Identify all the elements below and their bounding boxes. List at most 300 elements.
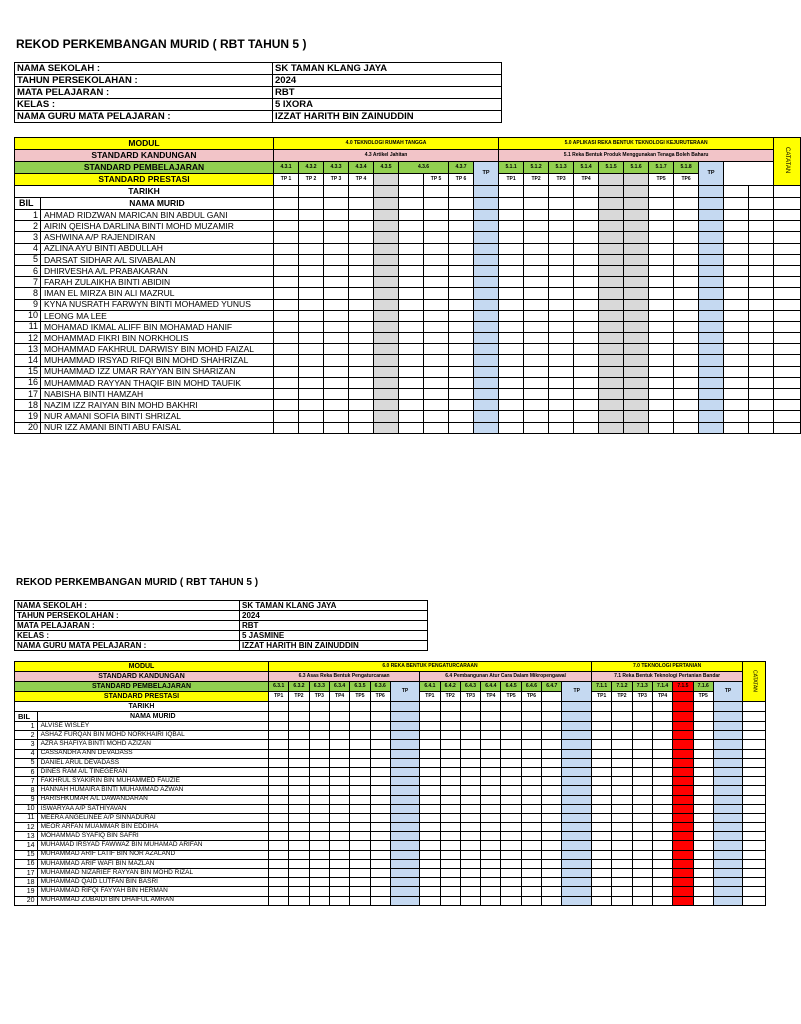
- score-cell[interactable]: [481, 813, 501, 822]
- grid-cell[interactable]: [649, 198, 674, 210]
- score-cell[interactable]: [440, 813, 460, 822]
- score-cell[interactable]: [274, 400, 299, 411]
- score-cell[interactable]: [329, 804, 349, 813]
- score-cell[interactable]: [624, 310, 649, 321]
- score-cell[interactable]: [390, 878, 419, 887]
- score-cell[interactable]: [673, 813, 693, 822]
- score-cell[interactable]: [329, 878, 349, 887]
- score-cell[interactable]: [324, 232, 349, 243]
- score-cell[interactable]: [299, 400, 324, 411]
- score-cell[interactable]: [693, 758, 713, 767]
- score-cell[interactable]: [449, 355, 474, 366]
- score-cell[interactable]: [440, 878, 460, 887]
- tarikh-cell[interactable]: [612, 702, 632, 712]
- score-cell[interactable]: [420, 722, 440, 731]
- score-cell[interactable]: [549, 411, 574, 422]
- score-cell[interactable]: [521, 767, 541, 776]
- score-cell[interactable]: [449, 254, 474, 265]
- score-cell[interactable]: [649, 232, 674, 243]
- score-cell[interactable]: [549, 232, 574, 243]
- score-cell[interactable]: [612, 777, 632, 786]
- score-cell[interactable]: [713, 758, 742, 767]
- score-cell[interactable]: [713, 841, 742, 850]
- score-cell[interactable]: [542, 887, 562, 896]
- score-cell[interactable]: [652, 731, 672, 740]
- score-cell[interactable]: [349, 377, 374, 388]
- grid-cell[interactable]: [349, 198, 374, 210]
- score-cell[interactable]: [743, 795, 766, 804]
- score-cell[interactable]: [481, 722, 501, 731]
- tarikh-cell[interactable]: [774, 186, 801, 198]
- score-cell[interactable]: [749, 277, 774, 288]
- score-cell[interactable]: [460, 859, 480, 868]
- score-cell[interactable]: [649, 333, 674, 344]
- score-cell[interactable]: [274, 389, 299, 400]
- score-cell[interactable]: [399, 321, 424, 332]
- grid-cell[interactable]: [652, 712, 672, 722]
- score-cell[interactable]: [592, 841, 612, 850]
- tarikh-cell[interactable]: [632, 702, 652, 712]
- score-cell[interactable]: [724, 411, 749, 422]
- score-cell[interactable]: [749, 288, 774, 299]
- score-cell[interactable]: [693, 859, 713, 868]
- score-cell[interactable]: [524, 389, 549, 400]
- score-cell[interactable]: [542, 731, 562, 740]
- score-cell[interactable]: [592, 832, 612, 841]
- score-cell[interactable]: [390, 823, 419, 832]
- grid-cell[interactable]: [274, 198, 299, 210]
- score-cell[interactable]: [743, 896, 766, 905]
- score-cell[interactable]: [674, 265, 699, 276]
- score-cell[interactable]: [370, 731, 390, 740]
- score-cell[interactable]: [269, 749, 289, 758]
- score-cell[interactable]: [350, 878, 370, 887]
- score-cell[interactable]: [749, 299, 774, 310]
- score-cell[interactable]: [481, 767, 501, 776]
- score-cell[interactable]: [474, 265, 499, 276]
- score-cell[interactable]: [624, 321, 649, 332]
- tarikh-cell[interactable]: [713, 702, 742, 712]
- score-cell[interactable]: [612, 758, 632, 767]
- score-cell[interactable]: [460, 767, 480, 776]
- catatan-cell[interactable]: [774, 254, 801, 265]
- score-cell[interactable]: [592, 887, 612, 896]
- score-cell[interactable]: [299, 411, 324, 422]
- score-cell[interactable]: [474, 210, 499, 221]
- score-cell[interactable]: [370, 786, 390, 795]
- score-cell[interactable]: [549, 210, 574, 221]
- score-cell[interactable]: [274, 366, 299, 377]
- tarikh-cell[interactable]: [499, 186, 524, 198]
- score-cell[interactable]: [274, 422, 299, 433]
- score-cell[interactable]: [374, 243, 399, 254]
- score-cell[interactable]: [299, 366, 324, 377]
- score-cell[interactable]: [399, 377, 424, 388]
- score-cell[interactable]: [350, 850, 370, 859]
- score-cell[interactable]: [632, 841, 652, 850]
- score-cell[interactable]: [599, 411, 624, 422]
- score-cell[interactable]: [652, 767, 672, 776]
- score-cell[interactable]: [693, 841, 713, 850]
- catatan-cell[interactable]: [774, 288, 801, 299]
- grid-cell[interactable]: [524, 198, 549, 210]
- score-cell[interactable]: [399, 366, 424, 377]
- score-cell[interactable]: [699, 265, 724, 276]
- score-cell[interactable]: [724, 366, 749, 377]
- score-cell[interactable]: [599, 355, 624, 366]
- score-cell[interactable]: [612, 795, 632, 804]
- score-cell[interactable]: [299, 355, 324, 366]
- score-cell[interactable]: [749, 221, 774, 232]
- score-cell[interactable]: [440, 869, 460, 878]
- score-cell[interactable]: [599, 277, 624, 288]
- score-cell[interactable]: [524, 277, 549, 288]
- score-cell[interactable]: [562, 722, 592, 731]
- score-cell[interactable]: [390, 758, 419, 767]
- score-cell[interactable]: [632, 832, 652, 841]
- score-cell[interactable]: [370, 813, 390, 822]
- score-cell[interactable]: [632, 731, 652, 740]
- score-cell[interactable]: [542, 859, 562, 868]
- score-cell[interactable]: [713, 878, 742, 887]
- score-cell[interactable]: [632, 740, 652, 749]
- tarikh-cell[interactable]: [349, 186, 374, 198]
- score-cell[interactable]: [420, 777, 440, 786]
- score-cell[interactable]: [713, 731, 742, 740]
- score-cell[interactable]: [349, 355, 374, 366]
- score-cell[interactable]: [349, 232, 374, 243]
- grid-cell[interactable]: [299, 198, 324, 210]
- score-cell[interactable]: [542, 850, 562, 859]
- score-cell[interactable]: [501, 804, 521, 813]
- score-cell[interactable]: [440, 758, 460, 767]
- score-cell[interactable]: [743, 813, 766, 822]
- score-cell[interactable]: [370, 832, 390, 841]
- score-cell[interactable]: [693, 786, 713, 795]
- score-cell[interactable]: [652, 813, 672, 822]
- score-cell[interactable]: [542, 795, 562, 804]
- score-cell[interactable]: [309, 859, 329, 868]
- score-cell[interactable]: [549, 265, 574, 276]
- score-cell[interactable]: [269, 896, 289, 905]
- tarikh-cell[interactable]: [269, 702, 289, 712]
- score-cell[interactable]: [749, 422, 774, 433]
- score-cell[interactable]: [574, 288, 599, 299]
- score-cell[interactable]: [449, 265, 474, 276]
- score-cell[interactable]: [299, 243, 324, 254]
- score-cell[interactable]: [693, 749, 713, 758]
- score-cell[interactable]: [652, 869, 672, 878]
- score-cell[interactable]: [652, 896, 672, 905]
- score-cell[interactable]: [674, 344, 699, 355]
- score-cell[interactable]: [420, 786, 440, 795]
- score-cell[interactable]: [612, 859, 632, 868]
- score-cell[interactable]: [521, 813, 541, 822]
- score-cell[interactable]: [673, 869, 693, 878]
- score-cell[interactable]: [562, 777, 592, 786]
- grid-cell[interactable]: [521, 712, 541, 722]
- score-cell[interactable]: [743, 749, 766, 758]
- score-cell[interactable]: [632, 758, 652, 767]
- score-cell[interactable]: [743, 758, 766, 767]
- tarikh-cell[interactable]: [289, 702, 309, 712]
- score-cell[interactable]: [649, 366, 674, 377]
- grid-cell[interactable]: [562, 712, 592, 722]
- catatan-cell[interactable]: [774, 422, 801, 433]
- grid-cell[interactable]: [309, 712, 329, 722]
- score-cell[interactable]: [562, 850, 592, 859]
- score-cell[interactable]: [481, 850, 501, 859]
- score-cell[interactable]: [349, 254, 374, 265]
- score-cell[interactable]: [440, 749, 460, 758]
- score-cell[interactable]: [274, 377, 299, 388]
- score-cell[interactable]: [370, 878, 390, 887]
- score-cell[interactable]: [474, 321, 499, 332]
- score-cell[interactable]: [474, 299, 499, 310]
- score-cell[interactable]: [501, 859, 521, 868]
- score-cell[interactable]: [574, 210, 599, 221]
- score-cell[interactable]: [440, 823, 460, 832]
- score-cell[interactable]: [521, 887, 541, 896]
- score-cell[interactable]: [693, 722, 713, 731]
- tarikh-cell[interactable]: [549, 186, 574, 198]
- score-cell[interactable]: [309, 749, 329, 758]
- score-cell[interactable]: [649, 377, 674, 388]
- tarikh-cell[interactable]: [350, 702, 370, 712]
- score-cell[interactable]: [324, 321, 349, 332]
- score-cell[interactable]: [350, 767, 370, 776]
- score-cell[interactable]: [673, 740, 693, 749]
- score-cell[interactable]: [309, 878, 329, 887]
- score-cell[interactable]: [501, 878, 521, 887]
- score-cell[interactable]: [390, 804, 419, 813]
- score-cell[interactable]: [440, 896, 460, 905]
- score-cell[interactable]: [420, 758, 440, 767]
- score-cell[interactable]: [474, 333, 499, 344]
- score-cell[interactable]: [652, 887, 672, 896]
- score-cell[interactable]: [424, 254, 449, 265]
- score-cell[interactable]: [440, 740, 460, 749]
- score-cell[interactable]: [724, 344, 749, 355]
- score-cell[interactable]: [329, 777, 349, 786]
- score-cell[interactable]: [713, 859, 742, 868]
- score-cell[interactable]: [713, 804, 742, 813]
- score-cell[interactable]: [374, 377, 399, 388]
- score-cell[interactable]: [549, 254, 574, 265]
- grid-cell[interactable]: [574, 198, 599, 210]
- score-cell[interactable]: [542, 758, 562, 767]
- tarikh-cell[interactable]: [299, 186, 324, 198]
- score-cell[interactable]: [649, 321, 674, 332]
- score-cell[interactable]: [309, 786, 329, 795]
- score-cell[interactable]: [420, 749, 440, 758]
- score-cell[interactable]: [329, 896, 349, 905]
- score-cell[interactable]: [673, 749, 693, 758]
- tarikh-cell[interactable]: [724, 186, 749, 198]
- score-cell[interactable]: [562, 758, 592, 767]
- score-cell[interactable]: [524, 366, 549, 377]
- score-cell[interactable]: [269, 786, 289, 795]
- score-cell[interactable]: [370, 804, 390, 813]
- score-cell[interactable]: [460, 722, 480, 731]
- score-cell[interactable]: [624, 411, 649, 422]
- score-cell[interactable]: [592, 859, 612, 868]
- score-cell[interactable]: [599, 265, 624, 276]
- score-cell[interactable]: [599, 333, 624, 344]
- score-cell[interactable]: [562, 869, 592, 878]
- score-cell[interactable]: [592, 795, 612, 804]
- score-cell[interactable]: [424, 299, 449, 310]
- score-cell[interactable]: [374, 355, 399, 366]
- score-cell[interactable]: [749, 210, 774, 221]
- tarikh-cell[interactable]: [374, 186, 399, 198]
- score-cell[interactable]: [399, 389, 424, 400]
- score-cell[interactable]: [524, 265, 549, 276]
- score-cell[interactable]: [521, 841, 541, 850]
- score-cell[interactable]: [743, 859, 766, 868]
- score-cell[interactable]: [370, 869, 390, 878]
- score-cell[interactable]: [481, 795, 501, 804]
- score-cell[interactable]: [549, 422, 574, 433]
- score-cell[interactable]: [299, 210, 324, 221]
- score-cell[interactable]: [724, 232, 749, 243]
- score-cell[interactable]: [724, 377, 749, 388]
- score-cell[interactable]: [269, 777, 289, 786]
- score-cell[interactable]: [424, 210, 449, 221]
- score-cell[interactable]: [350, 740, 370, 749]
- score-cell[interactable]: [713, 749, 742, 758]
- score-cell[interactable]: [521, 859, 541, 868]
- score-cell[interactable]: [274, 288, 299, 299]
- score-cell[interactable]: [499, 377, 524, 388]
- catatan-cell[interactable]: [774, 221, 801, 232]
- score-cell[interactable]: [289, 869, 309, 878]
- score-cell[interactable]: [624, 299, 649, 310]
- score-cell[interactable]: [460, 878, 480, 887]
- score-cell[interactable]: [449, 422, 474, 433]
- score-cell[interactable]: [599, 400, 624, 411]
- score-cell[interactable]: [481, 869, 501, 878]
- score-cell[interactable]: [699, 400, 724, 411]
- score-cell[interactable]: [474, 288, 499, 299]
- grid-cell[interactable]: [699, 198, 724, 210]
- score-cell[interactable]: [713, 795, 742, 804]
- score-cell[interactable]: [699, 411, 724, 422]
- score-cell[interactable]: [632, 786, 652, 795]
- score-cell[interactable]: [592, 813, 612, 822]
- score-cell[interactable]: [574, 232, 599, 243]
- score-cell[interactable]: [424, 400, 449, 411]
- score-cell[interactable]: [592, 786, 612, 795]
- score-cell[interactable]: [542, 749, 562, 758]
- score-cell[interactable]: [399, 310, 424, 321]
- score-cell[interactable]: [612, 896, 632, 905]
- score-cell[interactable]: [274, 243, 299, 254]
- score-cell[interactable]: [612, 878, 632, 887]
- score-cell[interactable]: [724, 254, 749, 265]
- score-cell[interactable]: [743, 887, 766, 896]
- score-cell[interactable]: [632, 850, 652, 859]
- score-cell[interactable]: [390, 832, 419, 841]
- score-cell[interactable]: [592, 767, 612, 776]
- score-cell[interactable]: [481, 786, 501, 795]
- score-cell[interactable]: [289, 813, 309, 822]
- score-cell[interactable]: [424, 389, 449, 400]
- score-cell[interactable]: [549, 299, 574, 310]
- score-cell[interactable]: [674, 333, 699, 344]
- score-cell[interactable]: [370, 749, 390, 758]
- grid-cell[interactable]: [481, 712, 501, 722]
- score-cell[interactable]: [424, 243, 449, 254]
- score-cell[interactable]: [460, 832, 480, 841]
- grid-cell[interactable]: [424, 198, 449, 210]
- score-cell[interactable]: [370, 896, 390, 905]
- score-cell[interactable]: [574, 221, 599, 232]
- score-cell[interactable]: [673, 731, 693, 740]
- score-cell[interactable]: [749, 310, 774, 321]
- score-cell[interactable]: [521, 740, 541, 749]
- score-cell[interactable]: [299, 277, 324, 288]
- grid-cell[interactable]: [743, 712, 766, 722]
- score-cell[interactable]: [481, 887, 501, 896]
- score-cell[interactable]: [424, 265, 449, 276]
- score-cell[interactable]: [499, 400, 524, 411]
- score-cell[interactable]: [542, 813, 562, 822]
- score-cell[interactable]: [521, 731, 541, 740]
- score-cell[interactable]: [424, 221, 449, 232]
- score-cell[interactable]: [289, 749, 309, 758]
- score-cell[interactable]: [324, 288, 349, 299]
- score-cell[interactable]: [374, 411, 399, 422]
- score-cell[interactable]: [390, 722, 419, 731]
- score-cell[interactable]: [713, 887, 742, 896]
- score-cell[interactable]: [481, 823, 501, 832]
- score-cell[interactable]: [562, 795, 592, 804]
- tarikh-cell[interactable]: [440, 702, 460, 712]
- score-cell[interactable]: [499, 321, 524, 332]
- score-cell[interactable]: [542, 832, 562, 841]
- score-cell[interactable]: [524, 321, 549, 332]
- score-cell[interactable]: [592, 896, 612, 905]
- score-cell[interactable]: [289, 722, 309, 731]
- score-cell[interactable]: [499, 310, 524, 321]
- score-cell[interactable]: [713, 832, 742, 841]
- score-cell[interactable]: [524, 400, 549, 411]
- score-cell[interactable]: [449, 243, 474, 254]
- score-cell[interactable]: [652, 758, 672, 767]
- score-cell[interactable]: [460, 823, 480, 832]
- score-cell[interactable]: [474, 243, 499, 254]
- score-cell[interactable]: [521, 869, 541, 878]
- catatan-cell[interactable]: [774, 310, 801, 321]
- score-cell[interactable]: [289, 777, 309, 786]
- score-cell[interactable]: [592, 878, 612, 887]
- score-cell[interactable]: [370, 823, 390, 832]
- score-cell[interactable]: [329, 740, 349, 749]
- score-cell[interactable]: [374, 321, 399, 332]
- score-cell[interactable]: [743, 767, 766, 776]
- score-cell[interactable]: [289, 841, 309, 850]
- score-cell[interactable]: [449, 288, 474, 299]
- score-cell[interactable]: [460, 740, 480, 749]
- score-cell[interactable]: [562, 740, 592, 749]
- grid-cell[interactable]: [440, 712, 460, 722]
- score-cell[interactable]: [599, 288, 624, 299]
- score-cell[interactable]: [460, 813, 480, 822]
- grid-cell[interactable]: [599, 198, 624, 210]
- score-cell[interactable]: [521, 832, 541, 841]
- score-cell[interactable]: [399, 333, 424, 344]
